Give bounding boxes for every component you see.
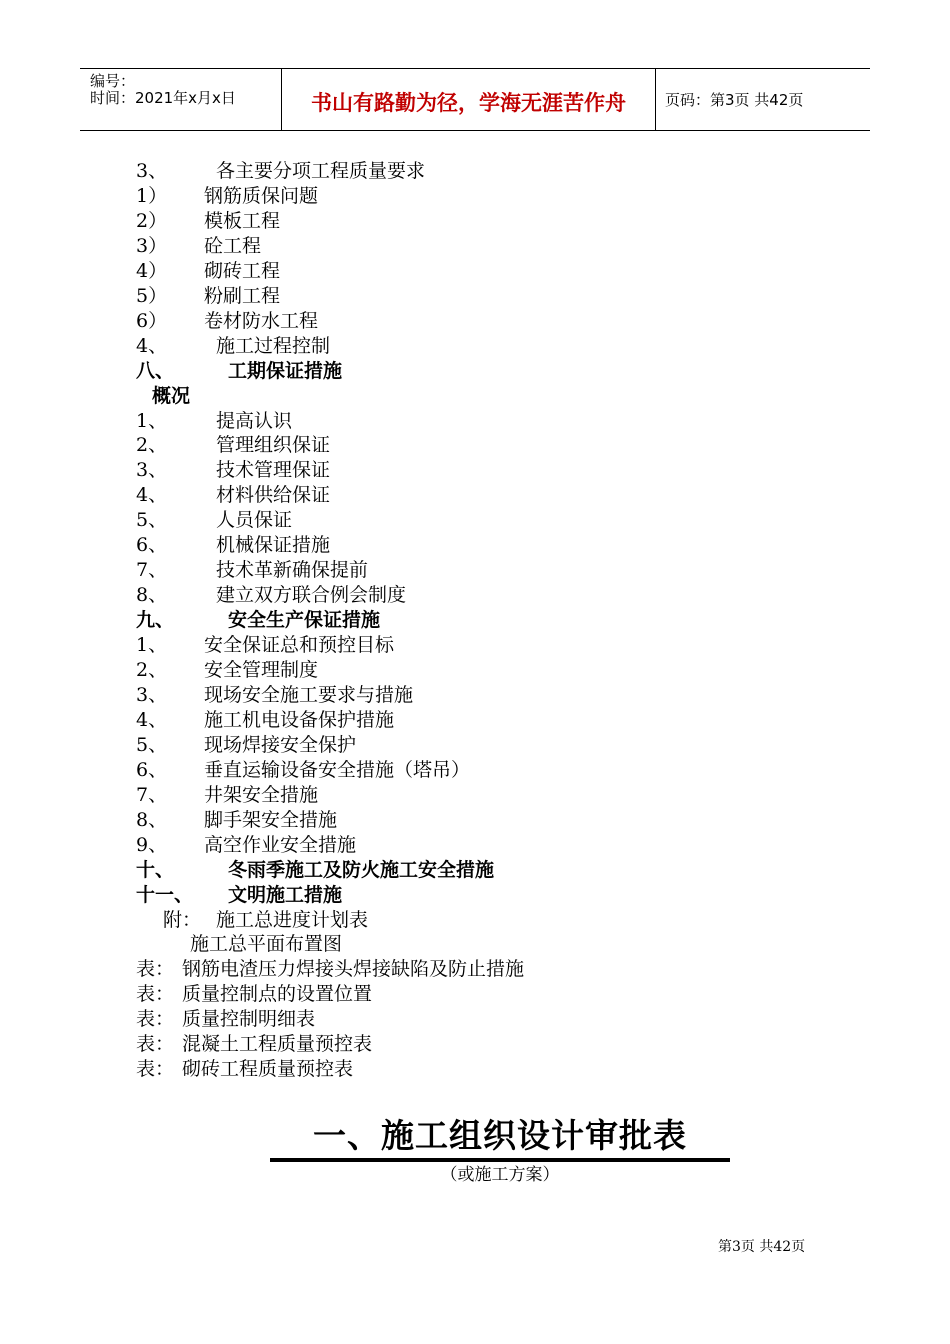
toc-text: 技术革新确保提前 [216,559,369,582]
header-left-cell [80,69,281,130]
toc-text: 建立双方联合例会制度 [216,584,407,607]
header-page-info: 页码：第3页 共42页 [665,91,804,109]
toc-line [0,884,950,908]
toc-number: 九、 [136,609,175,632]
toc-number: 表： [136,1058,175,1081]
toc-line [0,859,950,883]
toc-line [0,684,950,708]
toc-line [0,410,950,434]
toc-line [0,509,950,533]
toc-text: 模板工程 [204,209,281,232]
toc-number: 八、 [136,359,175,382]
toc-text: 砼工程 [204,234,262,257]
toc-text: 人员保证 [216,509,293,532]
toc-text: 机械保证措施 [216,534,331,557]
header-motto: 书山有路勤为径，学海无涯苦作舟 [311,91,626,115]
toc-line [0,958,950,982]
toc-text: 质量控制明细表 [182,1008,316,1031]
page-footer: 第3页 共42页 [718,1239,806,1255]
section-subtitle: （或施工方案） [440,1165,560,1185]
toc-line [0,559,950,583]
toc-number: 5、 [136,509,168,532]
toc-number: 十、 [136,858,175,881]
toc-text: 概况 [152,384,191,407]
toc-text: 砌砖工程质量预控表 [182,1058,354,1081]
toc-text: 施工过程控制 [216,334,331,357]
toc-text: 安全生产保证措施 [228,609,381,632]
page-header [80,68,870,131]
toc-number: 7、 [136,559,168,582]
toc-number: 4、 [136,484,168,507]
toc-number: 1、 [136,409,168,432]
toc-text: 安全保证总和预控目标 [204,634,395,657]
toc-number: 2、 [136,659,168,681]
toc-line [0,210,950,234]
toc-number: 表： [136,1008,175,1031]
document-date-label: 时间：2021年x月x日 [90,89,236,107]
toc-number: 9、 [136,833,168,856]
toc-text: 质量控制点的设置位置 [182,983,373,1006]
toc-text: 施工总平面布置图 [190,933,343,956]
toc-number: 2、 [136,434,168,457]
toc-line [0,709,950,733]
toc-number: 表： [136,958,175,981]
toc-text: 安全管理制度 [204,659,319,681]
toc-line [0,809,950,833]
toc-text: 卷材防水工程 [204,309,319,332]
header-page-cell [655,69,870,130]
toc-line [0,434,950,458]
toc-number: 表： [136,983,175,1006]
toc-text: 井架安全措施 [204,783,319,806]
toc-line [0,484,950,508]
toc-number: 3、 [136,459,168,482]
toc-number: 4、 [136,708,168,731]
toc-line [0,160,950,184]
toc-line [0,185,950,209]
toc-text: 提高认识 [216,409,293,432]
toc-line [0,634,950,658]
toc-number: 3、 [136,160,168,182]
toc-number: 1、 [136,634,168,657]
toc-line [0,734,950,758]
toc-line [0,1033,950,1057]
toc-text: 脚手架安全措施 [204,808,338,831]
toc-text: 砌砖工程 [204,259,281,282]
toc-text: 文明施工措施 [228,883,343,906]
toc-line [0,784,950,808]
toc-line [0,933,950,957]
toc-line [0,360,950,384]
toc-text: 钢筋质保问题 [204,184,319,207]
toc-number: 8、 [136,808,168,831]
toc-line [0,1008,950,1032]
toc-number: 附： [163,908,202,931]
toc-line [0,534,950,558]
toc-text: 垂直运输设备安全措施（塔吊） [204,758,471,781]
toc-text: 现场焊接安全保护 [204,733,357,756]
toc-text: 工期保证措施 [228,359,343,382]
toc-line [0,659,950,683]
toc-text: 材料供给保证 [216,484,331,507]
toc-text: 各主要分项工程质量要求 [216,160,426,182]
toc-line [0,335,950,359]
toc-number: 6、 [136,758,168,781]
toc-line [0,834,950,858]
toc-text: 钢筋电渣压力焊接头焊接缺陷及防止措施 [182,958,525,981]
section-title: 一、施工组织设计审批表 [313,1116,687,1155]
toc-number: 6、 [136,534,168,557]
toc-number: 5、 [136,733,168,756]
toc-text: 冬雨季施工及防火施工安全措施 [228,858,495,881]
toc-text: 高空作业安全措施 [204,833,357,856]
toc-line [0,584,950,608]
toc-line [0,759,950,783]
toc-text: 施工机电设备保护措施 [204,708,395,731]
toc-number: 1） [136,184,168,207]
toc-number: 4、 [136,334,168,357]
toc-line [0,459,950,483]
toc-line [0,385,950,409]
toc-number: 2） [136,209,168,232]
toc-line [0,609,950,633]
toc-line [0,260,950,284]
toc-text: 粉刷工程 [204,284,281,307]
toc-number: 5） [136,284,168,307]
toc-text: 管理组织保证 [216,434,331,457]
document-code-label: 编号： [90,72,136,90]
toc-number: 6） [136,309,168,332]
toc-text: 技术管理保证 [216,459,331,482]
toc-number: 3） [136,234,168,257]
header-motto-cell [281,69,656,130]
toc-text: 现场安全施工要求与措施 [204,683,414,706]
toc-number: 3、 [136,683,168,706]
toc-number: 8、 [136,584,168,607]
toc-number: 表： [136,1033,175,1056]
toc-line [0,310,950,334]
toc-line [0,983,950,1007]
toc-number: 4） [136,259,168,282]
toc-line [0,909,950,933]
toc-number: 十一、 [136,883,194,906]
toc-line [0,1058,950,1082]
toc-text: 混凝土工程质量预控表 [182,1033,373,1056]
toc-line [0,235,950,259]
toc-number: 7、 [136,783,168,806]
toc-line [0,285,950,309]
toc-text: 施工总进度计划表 [216,908,369,931]
